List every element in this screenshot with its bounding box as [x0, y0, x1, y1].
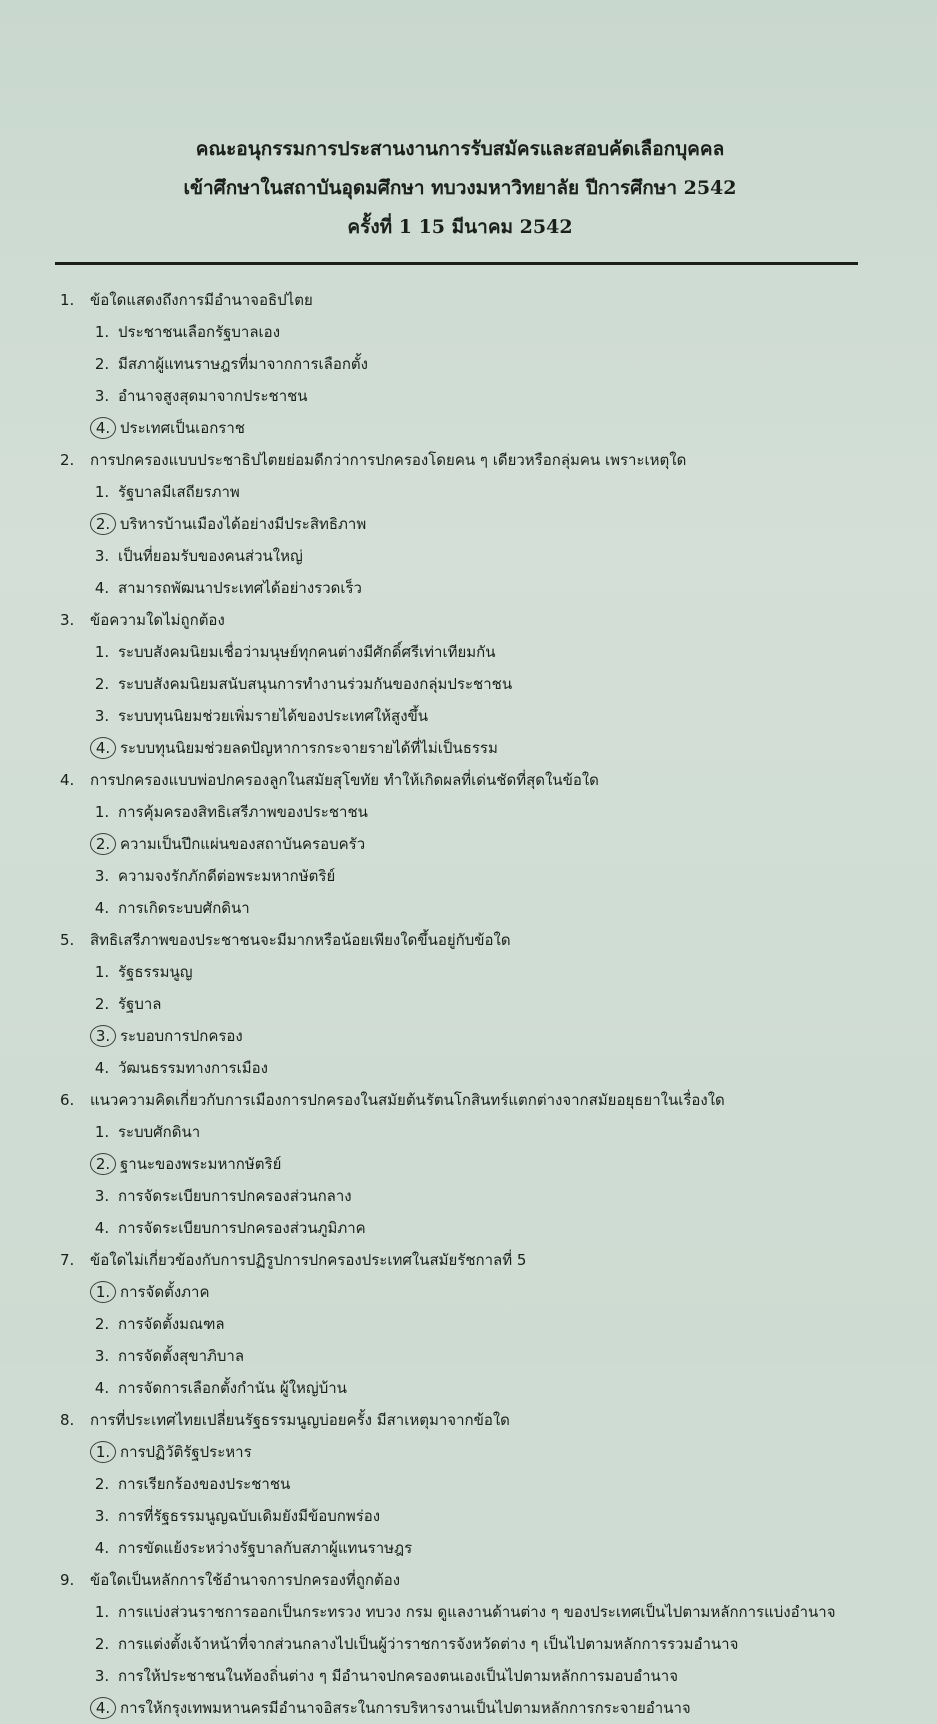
question-number: 9.: [60, 1571, 75, 1589]
option-3-3[interactable]: [90, 700, 870, 732]
option-8-1[interactable]: [90, 1436, 485, 1468]
header-title: คณะอนุกรรมการประสานงานการรับสมัครและสอบคัดเลือกบุคคล: [195, 138, 725, 160]
option-number: 3.: [94, 707, 110, 725]
question-number: 6.: [60, 1091, 75, 1109]
option-2-1[interactable]: [90, 476, 485, 508]
option-5-2[interactable]: [90, 988, 485, 1020]
question-text: สิทธิเสรีภาพของประชาชนจะมีมากหรือน้อยเพียงใดขึ้นอยู่กับข้อใด: [90, 931, 511, 949]
option-6-1[interactable]: [90, 1116, 485, 1148]
option-9-1[interactable]: [90, 1596, 870, 1628]
option-text: การให้ประชาชนในท้องถิ่นต่าง ๆ มีอำนาจปกครองตนเองเป็นไปตามหลักการมอบอำนาจ: [118, 1667, 678, 1685]
question-text: การปกครองแบบพ่อปกครองลูกในสมัยสุโขทัย ทำให้เกิดผลที่เด่นชัดที่สุดในข้อใด: [90, 771, 599, 789]
option-number: 1.: [94, 1603, 110, 1621]
option-number: 2.: [94, 355, 110, 373]
option-number: 3.: [94, 547, 110, 565]
circled-answer-marker: 1.: [90, 1281, 116, 1303]
option-text: การให้กรุงเทพมหานครมีอำนาจอิสระในการบริหารงานเป็นไปตามหลักการกระจายอำนาจ: [120, 1699, 691, 1717]
option-text: ระบบทุนนิยมช่วยลดปัญหาการกระจายรายได้ที่ไม่เป็นธรรม: [120, 739, 498, 757]
question-number: 1.: [60, 291, 75, 309]
option-text: ระบบทุนนิยมช่วยเพิ่มรายได้ของประเทศให้สูงขึ้น: [118, 707, 429, 725]
option-4-1[interactable]: [90, 796, 485, 828]
option-number: 2.: [94, 1475, 110, 1493]
option-text: ระบบสังคมนิยมเชื่อว่ามนุษย์ทุกคนต่างมีศักดิ์ศรีเท่าเทียมกัน: [118, 643, 496, 661]
option-text: ระบบศักดินา: [118, 1123, 201, 1141]
option-number: 2.: [94, 1635, 110, 1653]
option-number: 3.: [94, 1187, 110, 1205]
option-4-4[interactable]: [90, 892, 485, 924]
option-text: บริหารบ้านเมืองได้อย่างมีประสิทธิภาพ: [120, 515, 367, 533]
option-text: การแต่งตั้งเจ้าหน้าที่จากส่วนกลางไปเป็นผู้ว่าราชการจังหวัดต่าง ๆ เป็นไปตามหลักการรวมอำนาจ: [118, 1635, 739, 1653]
option-number: 2.: [94, 1315, 110, 1333]
option-8-2[interactable]: [90, 1468, 485, 1500]
options-6: [60, 1116, 870, 1244]
option-8-4[interactable]: [90, 1532, 485, 1564]
options-9: [60, 1596, 870, 1724]
option-number: 1.: [94, 643, 110, 661]
option-text: เป็นที่ยอมรับของคนส่วนใหญ่: [118, 547, 303, 565]
option-number: 4.: [94, 1539, 110, 1557]
header-subtitle: เข้าศึกษาในสถาบันอุดมศึกษา ทบวงมหาวิทยาลัย ปีการศึกษา 2542: [183, 177, 737, 199]
question-2: [60, 444, 870, 476]
option-text: การจัดตั้งมณฑล: [118, 1315, 225, 1333]
option-number: 3.: [94, 387, 110, 405]
question-number: 7.: [60, 1251, 75, 1269]
option-5-3[interactable]: [90, 1020, 485, 1052]
option-5-1[interactable]: [90, 956, 485, 988]
option-number: 4.: [94, 1379, 110, 1397]
option-text: การจัดระเบียบการปกครองส่วนกลาง: [118, 1187, 352, 1205]
option-text: การเรียกร้องของประชาชน: [118, 1475, 291, 1493]
option-2-3[interactable]: [90, 540, 485, 572]
option-1-2[interactable]: [90, 348, 485, 380]
question-text: การที่ประเทศไทยเปลี่ยนรัฐธรรมนูญบ่อยครั้ง มีสาเหตุมาจากข้อใด: [90, 1411, 510, 1429]
options-4: [60, 796, 870, 924]
question-6: [60, 1084, 870, 1116]
option-text: ระบบสังคมนิยมสนับสนุนการทำงานร่วมกันของกลุ่มประชาชน: [118, 675, 513, 693]
question-7: [60, 1244, 870, 1276]
option-text: ประชาชนเลือกรัฐบาลเอง: [118, 323, 281, 341]
option-text: การแบ่งส่วนราชการออกเป็นกระทรวง ทบวง กรม ดูแลงานด้านต่าง ๆ ของประเทศเป็นไปตามหลักการแบ่งอำนาจ: [118, 1603, 836, 1621]
circled-answer-marker: 4.: [90, 417, 116, 439]
option-7-4[interactable]: [90, 1372, 485, 1404]
options-2: [60, 476, 870, 604]
option-2-4[interactable]: [90, 572, 485, 604]
option-number: 2.: [94, 995, 110, 1013]
option-5-4[interactable]: [90, 1052, 485, 1084]
header-divider: [55, 262, 858, 265]
option-9-3[interactable]: [90, 1660, 870, 1692]
option-3-1[interactable]: [90, 636, 870, 668]
option-text: รัฐธรรมนูญ: [118, 963, 193, 981]
options-5: [60, 956, 870, 1084]
options-3: [60, 636, 870, 764]
circled-answer-marker: 4.: [90, 1697, 116, 1719]
option-number: 4.: [94, 1219, 110, 1237]
option-text: รัฐบาลมีเสถียรภาพ: [118, 483, 240, 501]
option-text: วัฒนธรรมทางการเมือง: [118, 1059, 268, 1077]
question-number: 3.: [60, 611, 75, 629]
option-7-3[interactable]: [90, 1340, 485, 1372]
option-number: 1.: [94, 323, 110, 341]
question-text: การปกครองแบบประชาธิปไตยย่อมดีกว่าการปกครองโดยคน ๆ เดียวหรือกลุ่มคน เพราะเหตุใด: [90, 451, 687, 469]
question-text: ข้อใดไม่เกี่ยวข้องกับการปฏิรูปการปกครองประเทศในสมัยรัชกาลที่ 5: [90, 1251, 527, 1269]
option-text: ความจงรักภักดีต่อพระมหากษัตริย์: [118, 867, 336, 885]
option-text: อำนาจสูงสุดมาจากประชาชน: [118, 387, 308, 405]
circled-answer-marker: 2.: [90, 513, 116, 535]
option-text: รัฐบาล: [118, 995, 162, 1013]
option-text: การจัดตั้งสุขาภิบาล: [118, 1347, 245, 1365]
question-number: 8.: [60, 1411, 75, 1429]
option-number: 2.: [94, 675, 110, 693]
option-text: ฐานะของพระมหากษัตริย์: [120, 1155, 282, 1173]
question-number: 5.: [60, 931, 75, 949]
circled-answer-marker: 2.: [90, 1153, 116, 1175]
option-number: 4.: [94, 899, 110, 917]
option-4-2[interactable]: [90, 828, 485, 860]
option-text: ความเป็นปึกแผ่นของสถาบันครอบครัว: [120, 835, 366, 853]
option-number: 4.: [94, 579, 110, 597]
circled-answer-marker: 3.: [90, 1025, 116, 1047]
header-date: ครั้งที่ 1 15 มีนาคม 2542: [347, 216, 573, 238]
question-3: [60, 604, 870, 636]
option-text: มีสภาผู้แทนราษฎรที่มาจากการเลือกตั้ง: [118, 355, 368, 373]
option-number: 1.: [94, 1123, 110, 1141]
question-number: 4.: [60, 771, 75, 789]
options-1: [60, 316, 870, 444]
question-5: [60, 924, 870, 956]
option-number: 3.: [94, 1347, 110, 1365]
question-text: แนวความคิดเกี่ยวกับการเมืองการปกครองในสมัยต้นรัตนโกสินทร์แตกต่างจากสมัยอยุธยาในเรื่องใด: [90, 1091, 725, 1109]
option-text: ระบอบการปกครอง: [120, 1027, 243, 1045]
option-6-2[interactable]: [90, 1148, 485, 1180]
circled-answer-marker: 2.: [90, 833, 116, 855]
option-3-4[interactable]: [90, 732, 870, 764]
option-number: 3.: [94, 1507, 110, 1525]
option-text: การจัดตั้งภาค: [120, 1283, 210, 1301]
question-text: ข้อใดแสดงถึงการมีอำนาจอธิปไตย: [90, 291, 313, 309]
option-4-3[interactable]: [90, 860, 485, 892]
option-3-2[interactable]: [90, 668, 870, 700]
option-7-1[interactable]: [90, 1276, 485, 1308]
option-number: 1.: [94, 483, 110, 501]
question-text: ข้อใดเป็นหลักการใช้อำนาจการปกครองที่ถูกต้อง: [90, 1571, 401, 1589]
exam-header: [60, 130, 860, 247]
option-9-2[interactable]: [90, 1628, 870, 1660]
option-number: 1.: [94, 963, 110, 981]
question-9: [60, 1564, 870, 1596]
circled-answer-marker: 1.: [90, 1441, 116, 1463]
question-8: [60, 1404, 870, 1436]
option-number: 3.: [94, 1667, 110, 1685]
question-4: [60, 764, 870, 796]
option-text: ประเทศเป็นเอกราช: [120, 419, 245, 437]
option-1-1[interactable]: [90, 316, 485, 348]
option-6-4[interactable]: [90, 1212, 485, 1244]
option-text: การขัดแย้งระหว่างรัฐบาลกับสภาผู้แทนราษฎร: [118, 1539, 413, 1557]
option-8-3[interactable]: [90, 1500, 485, 1532]
option-text: การคุ้มครองสิทธิเสรีภาพของประชาชน: [118, 803, 368, 821]
option-number: 4.: [94, 1059, 110, 1077]
question-1: [60, 284, 870, 316]
circled-answer-marker: 4.: [90, 737, 116, 759]
option-text: การเกิดระบบศักดินา: [118, 899, 250, 917]
option-text: การจัดระเบียบการปกครองส่วนภูมิภาค: [118, 1219, 366, 1237]
option-number: 1.: [94, 803, 110, 821]
option-7-2[interactable]: [90, 1308, 485, 1340]
option-text: การที่รัฐธรรมนูญฉบับเดิมยังมีข้อบกพร่อง: [118, 1507, 381, 1525]
option-9-4[interactable]: [90, 1692, 870, 1724]
option-number: 3.: [94, 867, 110, 885]
question-text: ข้อความใดไม่ถูกต้อง: [90, 611, 225, 629]
question-list: [60, 284, 870, 1724]
option-text: สามารถพัฒนาประเทศได้อย่างรวดเร็ว: [118, 579, 362, 597]
options-8: [60, 1436, 870, 1564]
option-text: การปฏิวัติรัฐประหาร: [120, 1443, 252, 1461]
option-2-2[interactable]: [90, 508, 485, 540]
option-1-3[interactable]: [90, 380, 485, 412]
options-7: [60, 1276, 870, 1404]
option-1-4[interactable]: [90, 412, 485, 444]
option-6-3[interactable]: [90, 1180, 485, 1212]
question-number: 2.: [60, 451, 75, 469]
option-text: การจัดการเลือกตั้งกำนัน ผู้ใหญ่บ้าน: [118, 1379, 347, 1397]
